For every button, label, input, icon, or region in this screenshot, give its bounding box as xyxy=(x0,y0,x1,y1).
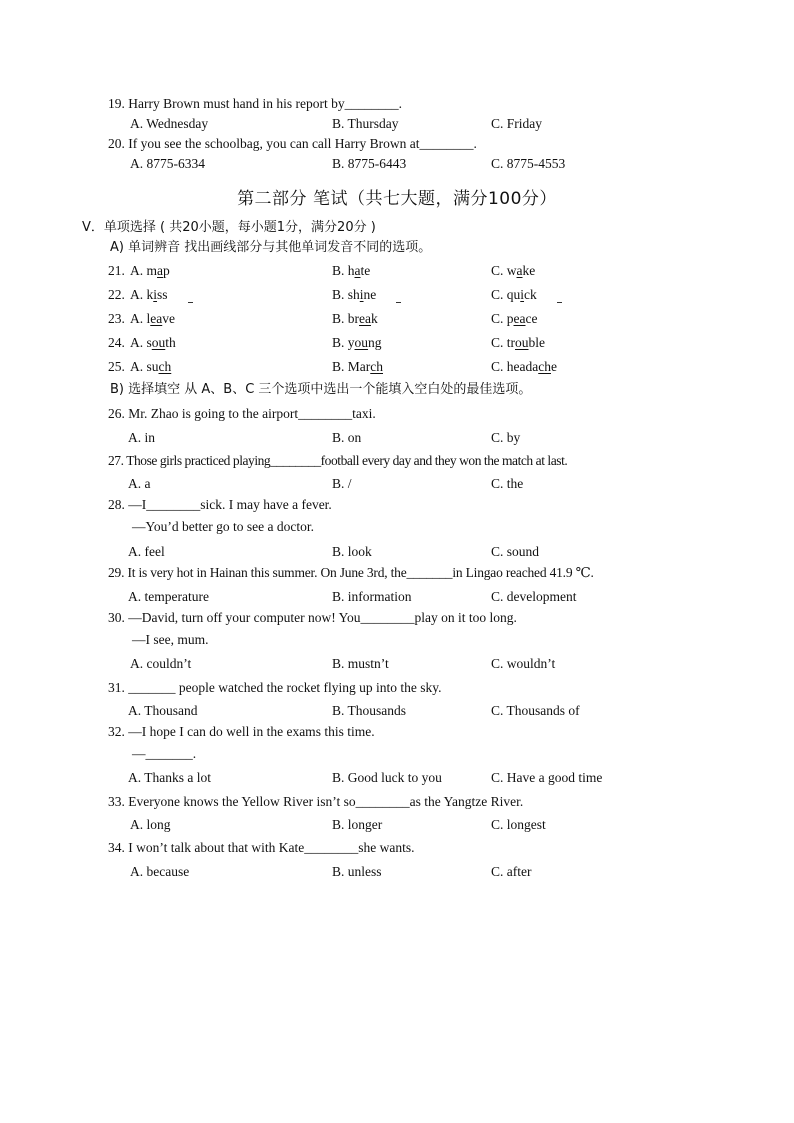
option-prefix: C. p xyxy=(491,311,514,326)
option-19-b: B. Thursday xyxy=(332,116,399,131)
phonetics-option-a xyxy=(130,311,175,327)
option-suffix: ve xyxy=(162,311,175,326)
option-33-c: C. longest xyxy=(491,817,546,832)
option-prefix: A. m xyxy=(130,263,157,278)
option-29-b: B. information xyxy=(332,589,412,604)
option-27-b: B. / xyxy=(332,476,352,491)
phonetics-option-c xyxy=(491,311,537,327)
phonetics-option-a xyxy=(130,335,176,351)
option-31-a: A. Thousand xyxy=(128,703,198,718)
underlined-segment: i xyxy=(153,287,158,302)
section-v-heading: V．单项选择 ( 共20小题，每小题1分，满分20分 ) xyxy=(82,220,376,235)
phonetics-number: 25. xyxy=(108,359,125,374)
option-20-c: C. 8775-4553 xyxy=(491,156,566,171)
option-32-c: C. Have a good time xyxy=(491,770,603,785)
underlined-segment: ch xyxy=(538,359,551,374)
question-30-reply: —I see, mum. xyxy=(132,632,209,647)
phonetics-number: 22. xyxy=(108,287,125,302)
underlined-segment: a xyxy=(157,263,163,278)
option-26-c: C. by xyxy=(491,430,521,445)
question-27: 27. Those girls practiced playing________football every day and they won the match at last. xyxy=(108,453,568,468)
option-suffix: ng xyxy=(368,335,382,350)
option-20-b: B. 8775-6443 xyxy=(332,156,407,171)
option-prefix: A. su xyxy=(130,359,159,374)
option-prefix: B. h xyxy=(332,263,355,278)
option-26-b: B. on xyxy=(332,430,362,445)
phonetics-option-b xyxy=(332,287,376,303)
stray-underline-mark xyxy=(557,302,562,303)
option-29-a: A. temperature xyxy=(128,589,209,604)
underlined-segment: ea xyxy=(150,311,163,326)
stray-underline-mark xyxy=(188,302,193,303)
underlined-segment: a xyxy=(354,263,361,278)
option-28-a: A. feel xyxy=(128,544,165,559)
question-32: 32. —I hope I can do well in the exams this time. xyxy=(108,724,375,739)
option-prefix: B. Mar xyxy=(332,359,371,374)
option-33-a: A. long xyxy=(130,817,171,832)
question-28-reply: —You’d better go to see a doctor. xyxy=(132,519,314,534)
underlined-segment: i xyxy=(520,287,525,302)
underlined-segment: ch xyxy=(158,359,172,374)
question-20: 20. If you see the schoolbag, you can call Harry Brown at________. xyxy=(108,136,477,151)
phonetics-number: 23. xyxy=(108,311,125,326)
option-prefix: B. br xyxy=(332,311,359,326)
underlined-segment: ch xyxy=(370,359,383,374)
option-suffix: th xyxy=(165,335,176,350)
option-34-b: B. unless xyxy=(332,864,382,879)
option-28-b: B. look xyxy=(332,544,372,559)
underlined-segment: ou xyxy=(354,335,369,350)
option-19-c: C. Friday xyxy=(491,116,543,131)
underlined-segment: ea xyxy=(513,311,526,326)
question-33: 33. Everyone knows the Yellow River isn’t so________as the Yangtze River. xyxy=(108,794,524,809)
option-33-b: B. longer xyxy=(332,817,383,832)
option-suffix: ck xyxy=(524,287,537,302)
option-30-a: A. couldn’t xyxy=(130,656,192,671)
option-prefix: B. y xyxy=(332,335,355,350)
option-prefix: A. k xyxy=(130,287,154,302)
option-20-a: A. 8775-6334 xyxy=(130,156,205,171)
option-32-a: A. Thanks a lot xyxy=(128,770,211,785)
phonetics-option-c xyxy=(491,287,537,303)
underlined-segment: ou xyxy=(515,335,529,350)
option-31-c: C. Thousands of xyxy=(491,703,580,718)
option-prefix: C. qu xyxy=(491,287,521,302)
question-31: 31. _______ people watched the rocket flying up into the sky. xyxy=(108,680,442,695)
option-suffix: ss xyxy=(157,287,168,302)
option-31-b: B. Thousands xyxy=(332,703,407,718)
phonetics-option-c xyxy=(491,335,545,351)
underlined-segment: ou xyxy=(151,335,166,350)
option-suffix: ne xyxy=(363,287,377,302)
question-26: 26. Mr. Zhao is going to the airport________taxi. xyxy=(108,406,376,421)
subsection-b-heading: B) 选择填空 从 A、B、C 三个选项中选出一个能填入空白处的最佳选项。 xyxy=(110,382,532,397)
option-prefix: B. sh xyxy=(332,287,360,302)
option-prefix: C. heada xyxy=(491,359,539,374)
question-32-reply: —_______. xyxy=(132,746,197,761)
subsection-a-heading: A) 单词辨音 找出画线部分与其他单词发音不同的选项。 xyxy=(110,240,432,255)
option-34-a: A. because xyxy=(130,864,190,879)
option-suffix: te xyxy=(360,263,371,278)
phonetics-option-a xyxy=(130,263,170,279)
phonetics-option-b xyxy=(332,263,370,279)
phonetics-option-b xyxy=(332,335,382,351)
option-suffix: e xyxy=(550,359,557,374)
option-28-c: C. sound xyxy=(491,544,540,559)
phonetics-option-a xyxy=(130,359,171,375)
option-32-b: B. Good luck to you xyxy=(332,770,442,785)
option-29-c: C. development xyxy=(491,589,577,604)
phonetics-number: 21. xyxy=(108,263,125,278)
option-27-c: C. the xyxy=(491,476,524,491)
option-34-c: C. after xyxy=(491,864,532,879)
phonetics-option-b xyxy=(332,359,383,375)
option-suffix: p xyxy=(163,263,170,278)
question-30: 30. —David, turn off your computer now! You________play on it too long. xyxy=(108,610,517,625)
option-19-a: A. Wednesday xyxy=(130,116,209,131)
phonetics-option-c xyxy=(491,263,535,279)
underlined-segment: ea xyxy=(359,311,371,326)
option-prefix: A. s xyxy=(130,335,152,350)
question-34: 34. I won’t talk about that with Kate________she wants. xyxy=(108,840,415,855)
question-29: 29. It is very hot in Hainan this summer. On June 3rd, the_______in Lingao reached 41.9 ℃. xyxy=(108,565,594,580)
option-prefix: C. w xyxy=(491,263,517,278)
underlined-segment: i xyxy=(359,287,364,302)
option-suffix: ble xyxy=(528,335,546,350)
option-suffix: k xyxy=(370,311,378,326)
option-prefix: C. tr xyxy=(491,335,516,350)
option-suffix: ke xyxy=(522,263,536,278)
phonetics-option-b xyxy=(332,311,378,327)
option-26-a: A. in xyxy=(128,430,155,445)
question-28: 28. —I________sick. I may have a fever. xyxy=(108,497,332,512)
part-two-title: 第二部分 笔试（共七大题，满分100分） xyxy=(237,189,557,209)
option-suffix: ce xyxy=(525,311,538,326)
phonetics-option-c xyxy=(491,359,557,375)
phonetics-option-a xyxy=(130,287,168,303)
question-19: 19. Harry Brown must hand in his report by________. xyxy=(108,96,402,111)
option-prefix: A. l xyxy=(130,311,151,326)
stray-underline-mark xyxy=(396,302,401,303)
option-30-b: B. mustn’t xyxy=(332,656,389,671)
underlined-segment: a xyxy=(516,263,523,278)
phonetics-number: 24. xyxy=(108,335,125,350)
option-30-c: C. wouldn’t xyxy=(491,656,556,671)
option-27-a: A. a xyxy=(128,476,151,491)
